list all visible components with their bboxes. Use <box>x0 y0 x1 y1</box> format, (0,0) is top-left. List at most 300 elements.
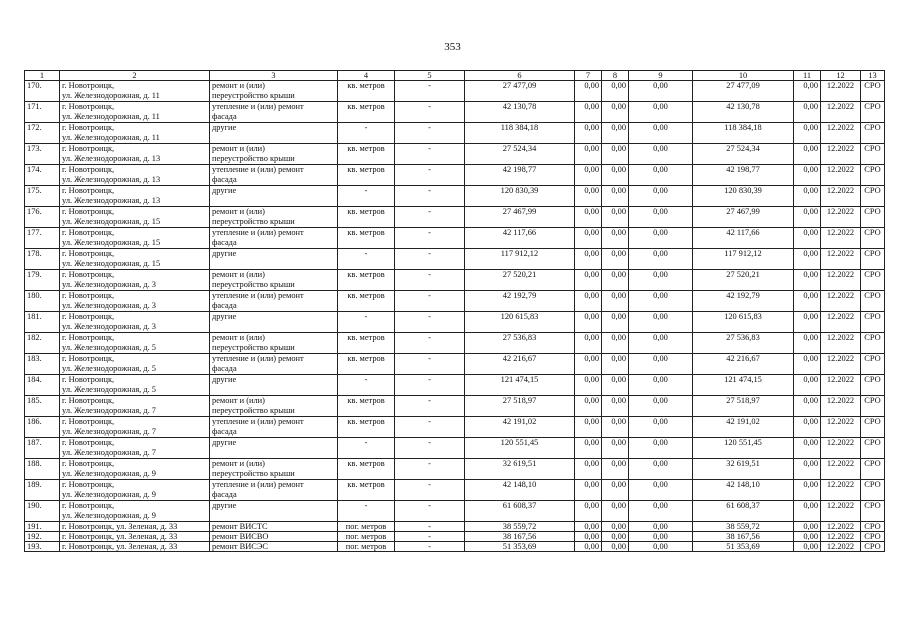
address-line: ул. Железнодорожная, д. 11 <box>62 112 160 121</box>
column-header: 9 <box>629 71 693 81</box>
completion-date-cell: 12.2022 <box>821 144 861 165</box>
work-type-cell <box>210 354 338 375</box>
unit-cost-cell: 0,00 <box>794 165 821 186</box>
work-type-line: другие <box>212 123 237 132</box>
local-funds-cell: 0,00 <box>629 501 693 522</box>
work-type-line: ремонт ВИСТС <box>212 522 268 531</box>
column-header: 8 <box>602 71 629 81</box>
work-type-line: переустройство крыши <box>212 154 295 163</box>
address-cell <box>60 333 210 354</box>
completion-date-cell: 12.2022 <box>821 417 861 438</box>
table-row <box>25 480 885 501</box>
unit-cell: кв. метров <box>338 228 395 249</box>
address-line: г. Новотроицк, ул. Зеленая, д. 33 <box>62 522 178 531</box>
regional-funds-cell: 0,00 <box>602 249 629 270</box>
federal-funds-cell: 0,00 <box>575 312 602 333</box>
federal-funds-cell: 0,00 <box>575 207 602 228</box>
owner-funds-cell: 38 559,72 <box>693 522 794 532</box>
regional-funds-cell: 0,00 <box>602 417 629 438</box>
row-number-cell: 184. <box>25 375 60 396</box>
financing-source-cell: СРО <box>861 501 885 522</box>
completion-date-cell: 12.2022 <box>821 270 861 291</box>
row-number-cell: 193. <box>25 542 60 552</box>
local-funds-cell: 0,00 <box>629 270 693 291</box>
address-line: ул. Железнодорожная, д. 15 <box>62 217 161 226</box>
regional-funds-cell: 0,00 <box>602 165 629 186</box>
address-line: ул. Железнодорожная, д. 9 <box>62 469 156 478</box>
address-cell <box>60 123 210 144</box>
total-cost-cell: 42 148,10 <box>465 480 575 501</box>
unit-cost-cell: 0,00 <box>794 123 821 144</box>
total-cost-cell: 51 353,69 <box>465 542 575 552</box>
regional-funds-cell: 0,00 <box>602 438 629 459</box>
owner-funds-cell: 38 167,56 <box>693 532 794 542</box>
work-type-cell <box>210 417 338 438</box>
work-type-line: ремонт и (или) <box>212 396 265 405</box>
table-row <box>25 396 885 417</box>
completion-date-cell: 12.2022 <box>821 165 861 186</box>
owner-funds-cell: 27 467,99 <box>693 207 794 228</box>
table-row <box>25 249 885 270</box>
financing-source-cell: СРО <box>861 459 885 480</box>
address-line: г. Новотроицк, <box>62 123 115 132</box>
total-cost-cell: 120 551,45 <box>465 438 575 459</box>
column-header: 12 <box>821 71 861 81</box>
unit-cost-cell: 0,00 <box>794 186 821 207</box>
total-cost-cell: 32 619,51 <box>465 459 575 480</box>
local-funds-cell: 0,00 <box>629 312 693 333</box>
total-cost-cell: 27 467,99 <box>465 207 575 228</box>
address-line: г. Новотроицк, <box>62 291 115 300</box>
row-number-cell: 172. <box>25 123 60 144</box>
owner-funds-cell: 42 130,78 <box>693 102 794 123</box>
total-cost-cell: 120 830,39 <box>465 186 575 207</box>
quantity-cell: - <box>395 102 465 123</box>
work-type-cell <box>210 81 338 102</box>
address-line: ул. Железнодорожная, д. 11 <box>62 133 160 142</box>
column-header: 2 <box>60 71 210 81</box>
address-cell <box>60 270 210 291</box>
table-row <box>25 532 885 542</box>
table-row <box>25 102 885 123</box>
local-funds-cell: 0,00 <box>629 480 693 501</box>
address-cell <box>60 532 210 542</box>
address-cell <box>60 480 210 501</box>
financing-source-cell: СРО <box>861 249 885 270</box>
work-type-cell <box>210 375 338 396</box>
unit-cost-cell: 0,00 <box>794 249 821 270</box>
completion-date-cell: 12.2022 <box>821 438 861 459</box>
completion-date-cell: 12.2022 <box>821 375 861 396</box>
address-line: г. Новотроицк, <box>62 186 115 195</box>
unit-cost-cell: 0,00 <box>794 228 821 249</box>
total-cost-cell: 42 216,67 <box>465 354 575 375</box>
total-cost-cell: 42 191,02 <box>465 417 575 438</box>
regional-funds-cell: 0,00 <box>602 186 629 207</box>
regional-funds-cell: 0,00 <box>602 228 629 249</box>
row-number-cell: 192. <box>25 532 60 542</box>
unit-cost-cell: 0,00 <box>794 354 821 375</box>
work-type-line: другие <box>212 438 237 447</box>
regional-funds-cell: 0,00 <box>602 333 629 354</box>
total-cost-cell: 27 477,09 <box>465 81 575 102</box>
address-cell <box>60 501 210 522</box>
completion-date-cell: 12.2022 <box>821 123 861 144</box>
total-cost-cell: 117 912,12 <box>465 249 575 270</box>
work-type-line: другие <box>212 186 237 195</box>
work-type-cell <box>210 522 338 532</box>
completion-date-cell: 12.2022 <box>821 228 861 249</box>
federal-funds-cell: 0,00 <box>575 165 602 186</box>
financing-source-cell: СРО <box>861 144 885 165</box>
work-type-line: утепление и (или) ремонт <box>212 480 304 489</box>
address-line: ул. Железнодорожная, д. 11 <box>62 91 160 100</box>
quantity-cell: - <box>395 542 465 552</box>
address-cell <box>60 542 210 552</box>
unit-cell: кв. метров <box>338 459 395 480</box>
address-line: г. Новотроицк, <box>62 354 115 363</box>
completion-date-cell: 12.2022 <box>821 207 861 228</box>
completion-date-cell: 12.2022 <box>821 459 861 480</box>
federal-funds-cell: 0,00 <box>575 438 602 459</box>
financing-source-cell: СРО <box>861 354 885 375</box>
address-cell <box>60 396 210 417</box>
unit-cell: кв. метров <box>338 333 395 354</box>
table-row <box>25 228 885 249</box>
local-funds-cell: 0,00 <box>629 438 693 459</box>
column-header: 13 <box>861 71 885 81</box>
work-type-cell <box>210 396 338 417</box>
unit-cell: кв. метров <box>338 102 395 123</box>
owner-funds-cell: 27 524,34 <box>693 144 794 165</box>
local-funds-cell: 0,00 <box>629 123 693 144</box>
row-number-cell: 187. <box>25 438 60 459</box>
local-funds-cell: 0,00 <box>629 186 693 207</box>
row-number-cell: 170. <box>25 81 60 102</box>
work-type-line: ремонт и (или) <box>212 81 265 90</box>
work-type-line: переустройство крыши <box>212 343 295 352</box>
work-type-cell <box>210 501 338 522</box>
financing-source-cell: СРО <box>861 186 885 207</box>
local-funds-cell: 0,00 <box>629 375 693 396</box>
financing-source-cell: СРО <box>861 123 885 144</box>
address-cell <box>60 186 210 207</box>
table-row <box>25 375 885 396</box>
work-type-cell <box>210 438 338 459</box>
work-type-line: другие <box>212 249 237 258</box>
quantity-cell: - <box>395 480 465 501</box>
table-row <box>25 207 885 228</box>
row-number-cell: 181. <box>25 312 60 333</box>
regional-funds-cell: 0,00 <box>602 123 629 144</box>
unit-cell: - <box>338 249 395 270</box>
unit-cost-cell: 0,00 <box>794 501 821 522</box>
financing-source-cell: СРО <box>861 165 885 186</box>
row-number-cell: 178. <box>25 249 60 270</box>
owner-funds-cell: 27 536,83 <box>693 333 794 354</box>
unit-cost-cell: 0,00 <box>794 102 821 123</box>
unit-cost-cell: 0,00 <box>794 532 821 542</box>
table-row <box>25 438 885 459</box>
unit-cell: пог. метров <box>338 532 395 542</box>
work-type-cell <box>210 186 338 207</box>
quantity-cell: - <box>395 123 465 144</box>
work-type-cell <box>210 123 338 144</box>
column-number-header-row <box>25 71 885 81</box>
owner-funds-cell: 61 608,37 <box>693 501 794 522</box>
address-line: г. Новотроицк, <box>62 102 115 111</box>
work-type-line: ремонт ВИСВО <box>212 532 269 541</box>
unit-cell: кв. метров <box>338 480 395 501</box>
work-type-line: фасада <box>212 238 237 247</box>
work-type-cell <box>210 333 338 354</box>
unit-cost-cell: 0,00 <box>794 459 821 480</box>
owner-funds-cell: 42 117,66 <box>693 228 794 249</box>
column-header: 10 <box>693 71 794 81</box>
unit-cell: кв. метров <box>338 165 395 186</box>
work-type-cell <box>210 102 338 123</box>
local-funds-cell: 0,00 <box>629 522 693 532</box>
work-type-line: переустройство крыши <box>212 406 295 415</box>
quantity-cell: - <box>395 333 465 354</box>
row-number-cell: 189. <box>25 480 60 501</box>
work-type-line: ремонт и (или) <box>212 270 265 279</box>
federal-funds-cell: 0,00 <box>575 102 602 123</box>
financing-source-cell: СРО <box>861 102 885 123</box>
quantity-cell: - <box>395 438 465 459</box>
unit-cell: кв. метров <box>338 270 395 291</box>
owner-funds-cell: 27 520,21 <box>693 270 794 291</box>
regional-funds-cell: 0,00 <box>602 396 629 417</box>
work-type-cell <box>210 165 338 186</box>
row-number-cell: 190. <box>25 501 60 522</box>
row-number-cell: 174. <box>25 165 60 186</box>
unit-cost-cell: 0,00 <box>794 375 821 396</box>
row-number-cell: 176. <box>25 207 60 228</box>
local-funds-cell: 0,00 <box>629 396 693 417</box>
work-type-cell <box>210 459 338 480</box>
local-funds-cell: 0,00 <box>629 532 693 542</box>
quantity-cell: - <box>395 522 465 532</box>
local-funds-cell: 0,00 <box>629 102 693 123</box>
owner-funds-cell: 27 477,09 <box>693 81 794 102</box>
unit-cost-cell: 0,00 <box>794 480 821 501</box>
work-type-cell <box>210 542 338 552</box>
address-cell <box>60 165 210 186</box>
quantity-cell: - <box>395 532 465 542</box>
quantity-cell: - <box>395 354 465 375</box>
local-funds-cell: 0,00 <box>629 291 693 312</box>
completion-date-cell: 12.2022 <box>821 522 861 532</box>
address-line: г. Новотроицк, <box>62 81 115 90</box>
address-line: ул. Железнодорожная, д. 3 <box>62 301 156 310</box>
address-line: г. Новотроицк, ул. Зеленая, д. 33 <box>62 542 178 551</box>
unit-cell: пог. метров <box>338 522 395 532</box>
unit-cell: - <box>338 501 395 522</box>
table-row <box>25 417 885 438</box>
column-header: 7 <box>575 71 602 81</box>
regional-funds-cell: 0,00 <box>602 144 629 165</box>
work-type-line: переустройство крыши <box>212 280 295 289</box>
unit-cell: кв. метров <box>338 291 395 312</box>
work-type-line: ремонт и (или) <box>212 333 265 342</box>
owner-funds-cell: 42 191,02 <box>693 417 794 438</box>
financing-source-cell: СРО <box>861 438 885 459</box>
unit-cell: кв. метров <box>338 144 395 165</box>
owner-funds-cell: 32 619,51 <box>693 459 794 480</box>
financing-source-cell: СРО <box>861 542 885 552</box>
unit-cost-cell: 0,00 <box>794 144 821 165</box>
federal-funds-cell: 0,00 <box>575 396 602 417</box>
work-type-line: другие <box>212 375 237 384</box>
work-type-line: утепление и (или) ремонт <box>212 354 304 363</box>
row-number-cell: 188. <box>25 459 60 480</box>
quantity-cell: - <box>395 186 465 207</box>
local-funds-cell: 0,00 <box>629 165 693 186</box>
address-line: г. Новотроицк, <box>62 333 115 342</box>
address-line: г. Новотроицк, <box>62 375 115 384</box>
completion-date-cell: 12.2022 <box>821 312 861 333</box>
total-cost-cell: 120 615,83 <box>465 312 575 333</box>
total-cost-cell: 27 518,97 <box>465 396 575 417</box>
financing-source-cell: СРО <box>861 396 885 417</box>
regional-funds-cell: 0,00 <box>602 532 629 542</box>
local-funds-cell: 0,00 <box>629 354 693 375</box>
federal-funds-cell: 0,00 <box>575 123 602 144</box>
regional-funds-cell: 0,00 <box>602 501 629 522</box>
local-funds-cell: 0,00 <box>629 333 693 354</box>
owner-funds-cell: 27 518,97 <box>693 396 794 417</box>
address-line: г. Новотроицк, <box>62 438 115 447</box>
address-cell <box>60 207 210 228</box>
total-cost-cell: 118 384,18 <box>465 123 575 144</box>
unit-cost-cell: 0,00 <box>794 333 821 354</box>
address-cell <box>60 144 210 165</box>
owner-funds-cell: 42 192,79 <box>693 291 794 312</box>
address-cell <box>60 522 210 532</box>
financing-source-cell: СРО <box>861 333 885 354</box>
completion-date-cell: 12.2022 <box>821 501 861 522</box>
unit-cell: - <box>338 123 395 144</box>
unit-cost-cell: 0,00 <box>794 291 821 312</box>
address-line: г. Новотроицк, <box>62 270 115 279</box>
unit-cost-cell: 0,00 <box>794 522 821 532</box>
address-line: ул. Железнодорожная, д. 15 <box>62 238 161 247</box>
table-row <box>25 186 885 207</box>
address-line: ул. Железнодорожная, д. 3 <box>62 322 156 331</box>
financing-source-cell: СРО <box>861 480 885 501</box>
work-type-cell <box>210 291 338 312</box>
owner-funds-cell: 120 615,83 <box>693 312 794 333</box>
quantity-cell: - <box>395 228 465 249</box>
financing-source-cell: СРО <box>861 291 885 312</box>
quantity-cell: - <box>395 270 465 291</box>
quantity-cell: - <box>395 417 465 438</box>
total-cost-cell: 42 117,66 <box>465 228 575 249</box>
row-number-cell: 182. <box>25 333 60 354</box>
table-row <box>25 522 885 532</box>
total-cost-cell: 27 520,21 <box>465 270 575 291</box>
completion-date-cell: 12.2022 <box>821 542 861 552</box>
table-row <box>25 291 885 312</box>
page-number: 353 <box>444 41 461 53</box>
financing-source-cell: СРО <box>861 522 885 532</box>
address-line: ул. Железнодорожная, д. 13 <box>62 175 161 184</box>
address-line: ул. Железнодорожная, д. 7 <box>62 427 156 436</box>
completion-date-cell: 12.2022 <box>821 354 861 375</box>
owner-funds-cell: 120 830,39 <box>693 186 794 207</box>
address-cell <box>60 438 210 459</box>
address-cell <box>60 417 210 438</box>
local-funds-cell: 0,00 <box>629 81 693 102</box>
column-header: 3 <box>210 71 338 81</box>
address-cell <box>60 312 210 333</box>
column-header: 6 <box>465 71 575 81</box>
address-line: ул. Железнодорожная, д. 3 <box>62 280 156 289</box>
completion-date-cell: 12.2022 <box>821 480 861 501</box>
local-funds-cell: 0,00 <box>629 207 693 228</box>
address-line: ул. Железнодорожная, д. 13 <box>62 196 161 205</box>
work-type-cell <box>210 532 338 542</box>
work-type-cell <box>210 480 338 501</box>
local-funds-cell: 0,00 <box>629 417 693 438</box>
owner-funds-cell: 51 353,69 <box>693 542 794 552</box>
column-header: 11 <box>794 71 821 81</box>
unit-cell: кв. метров <box>338 396 395 417</box>
unit-cost-cell: 0,00 <box>794 312 821 333</box>
regional-funds-cell: 0,00 <box>602 480 629 501</box>
work-type-cell <box>210 228 338 249</box>
row-number-cell: 175. <box>25 186 60 207</box>
federal-funds-cell: 0,00 <box>575 228 602 249</box>
work-type-cell <box>210 312 338 333</box>
federal-funds-cell: 0,00 <box>575 480 602 501</box>
quantity-cell: - <box>395 312 465 333</box>
federal-funds-cell: 0,00 <box>575 186 602 207</box>
total-cost-cell: 38 559,72 <box>465 522 575 532</box>
unit-cost-cell: 0,00 <box>794 417 821 438</box>
unit-cell: - <box>338 312 395 333</box>
address-line: ул. Железнодорожная, д. 7 <box>62 406 156 415</box>
financing-source-cell: СРО <box>861 228 885 249</box>
table-row <box>25 542 885 552</box>
total-cost-cell: 27 536,83 <box>465 333 575 354</box>
row-number-cell: 177. <box>25 228 60 249</box>
work-type-line: фасада <box>212 364 237 373</box>
quantity-cell: - <box>395 501 465 522</box>
regional-funds-cell: 0,00 <box>602 291 629 312</box>
financing-source-cell: СРО <box>861 207 885 228</box>
work-type-line: утепление и (или) ремонт <box>212 417 304 426</box>
total-cost-cell: 61 608,37 <box>465 501 575 522</box>
table-row <box>25 312 885 333</box>
address-line: г. Новотроицк, <box>62 165 115 174</box>
federal-funds-cell: 0,00 <box>575 291 602 312</box>
address-cell <box>60 459 210 480</box>
row-number-cell: 180. <box>25 291 60 312</box>
financing-source-cell: СРО <box>861 375 885 396</box>
work-type-line: другие <box>212 312 237 321</box>
unit-cell: кв. метров <box>338 417 395 438</box>
local-funds-cell: 0,00 <box>629 542 693 552</box>
address-line: ул. Железнодорожная, д. 9 <box>62 490 156 499</box>
federal-funds-cell: 0,00 <box>575 249 602 270</box>
completion-date-cell: 12.2022 <box>821 249 861 270</box>
row-number-cell: 179. <box>25 270 60 291</box>
total-cost-cell: 27 524,34 <box>465 144 575 165</box>
regional-funds-cell: 0,00 <box>602 522 629 532</box>
federal-funds-cell: 0,00 <box>575 333 602 354</box>
